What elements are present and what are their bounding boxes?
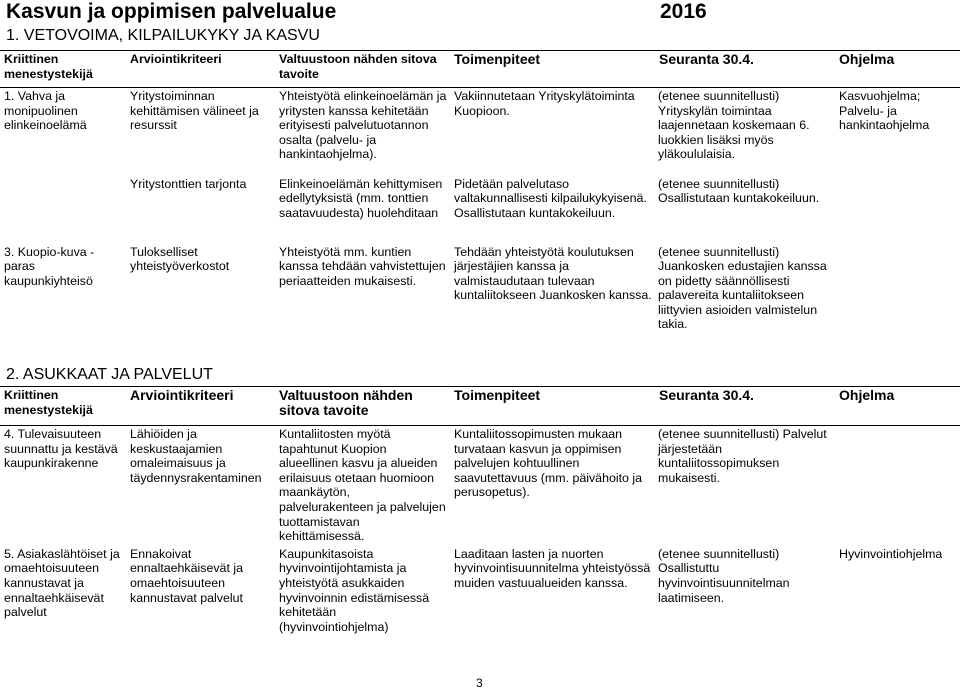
- header-actions: Toimenpiteet: [454, 387, 541, 403]
- header-actions: Toimenpiteet: [454, 51, 541, 67]
- cell-program: [835, 426, 960, 546]
- cell-program: [835, 176, 960, 244]
- cell-program: Kasvuohjelma; Palvelu- ja hankintaohjelma: [839, 89, 930, 133]
- cell-evaluation: Lähiöiden ja keskustaajamien omaleimaisuus ja täydennysrakentaminen: [130, 427, 262, 485]
- header-evaluation: Arviointikriteeri: [130, 387, 234, 403]
- cell-followup: [655, 244, 835, 344]
- cell-evaluation: Yritystonttien tarjonta: [130, 176, 247, 191]
- cell-followup: [655, 546, 835, 646]
- table-row: [0, 546, 960, 646]
- cell-criterion: [0, 176, 126, 244]
- cell-target: Kaupunkitasoista hyvinvointijohtamista ja yhteistyötä asukkaiden hyvinvoinnin edistämisessä kehitetään (hyvinvointiohjelma): [279, 546, 430, 634]
- document-title: Kasvun ja oppimisen palvelualue: [6, 0, 337, 23]
- cell-actions: Kuntaliitossopimusten mukaan turvataan kasvun ja oppimisen palvelujen kohtuullinen saavutettavuus (mm. päivähoito ja perusopetus).: [454, 427, 643, 500]
- cell-target: Kuntaliitosten myötä tapahtunut Kuopion alueellinen kasvu ja alueiden erilaisuus otetaan huomioon maankäytön, palvelurakenteen ja palvelujen tuottamistavan kehittämisessä.: [279, 427, 446, 544]
- cell-criterion: 4. Tulevaisuuteen suunnattu ja kestävä kaupunkirakenne: [4, 427, 118, 471]
- cell-criterion: 1. Vahva ja monipuolinen elinkeinoelämä: [4, 89, 87, 133]
- cell-evaluation: Tulokselliset yhteistyöverkostot: [130, 244, 230, 274]
- cell-target: Yhteistyötä elinkeinoelämän ja yritysten kanssa kehitetään erityisesti palvelutuotannon osalta (palvelu- ja hankintaohjelma).: [279, 89, 447, 162]
- table-header-row: [0, 387, 960, 426]
- header-followup: Seuranta 30.4.: [659, 387, 754, 403]
- followup-text: (etenee suunnitellusti) Palvelut järjestetään kuntaliitossopimuksen mukaisesti.: [658, 427, 827, 485]
- header-program: Ohjelma: [839, 387, 895, 403]
- cell-followup: [655, 88, 835, 176]
- page-number: 3: [476, 676, 483, 690]
- cell-evaluation: Yritystoiminnan kehittämisen välineet ja resurssit: [130, 89, 259, 133]
- followup-text: (etenee suunnitellusti) Osallistutaan kuntakokeiluun.: [658, 176, 820, 206]
- followup-text: (etenee suunnitellusti) Osallistuttu hyvinvointisuunnitelman laatimiseen.: [658, 546, 790, 605]
- header-criterion: Kriittinen menestystekijä: [4, 52, 93, 81]
- cell-actions: Pidetään palvelutaso valtakunnallisesti kilpailukykyisenä. Osallistutaan kuntakokeiluun.: [454, 176, 647, 220]
- header-evaluation: Arviointikriteeri: [130, 52, 222, 66]
- header-program: Ohjelma: [839, 51, 895, 67]
- header-followup: Seuranta 30.4.: [659, 51, 754, 67]
- cell-criterion: 3. Kuopio-kuva - paras kaupunkiyhteisö: [4, 244, 95, 288]
- cell-target: Elinkeinoelämän kehittymisen edellytyksistä (mm. tonttien saatavuudesta) huolehditaan: [279, 176, 443, 220]
- section2-table: [0, 386, 960, 646]
- header-target: Valtuustoon nähden sitova tavoite: [279, 52, 437, 81]
- cell-program: [835, 244, 960, 344]
- table-row: [0, 88, 960, 176]
- cell-evaluation: Ennakoivat ennaltaehkäisevät ja omaehtoisuuteen kannustavat palvelut: [130, 546, 243, 605]
- cell-actions: Vakiinnutetaan Yrityskylätoiminta Kuopioon.: [454, 89, 635, 118]
- cell-followup: [655, 426, 835, 546]
- table-row: [0, 176, 960, 244]
- cell-program: Hyvinvointiohjelma: [839, 546, 943, 561]
- section1-table: [0, 50, 960, 344]
- cell-actions: Laaditaan lasten ja nuorten hyvinvointisuunnitelma yhteistyössä muiden vastuualueiden kanssa.: [454, 546, 651, 590]
- header-target: Valtuustoon nähden sitova tavoite: [279, 387, 413, 418]
- table-row: [0, 244, 960, 344]
- cell-actions: Tehdään yhteistyötä koulutuksen järjestäjien kanssa ja valmistaudutaan tulevaan kuntaliitokseen Juankosken kanssa.: [454, 244, 652, 303]
- followup-text: (etenee suunnitellusti) Yrityskylän toimintaa laajennetaan koskemaan 6. luokkien lisäksi myös yläkoululaisia.: [658, 89, 810, 162]
- section1-heading: 1. VETOVOIMA, KILPAILUKYKY JA KASVU: [6, 27, 320, 44]
- cell-target: Yhteistyötä mm. kuntien kanssa tehdään vahvistettujen periaatteiden mukaisesti.: [279, 244, 446, 288]
- cell-criterion: 5. Asiakaslähtöiset ja omaehtoisuuteen kannustavat ja ennaltaehkäisevät palvelut: [4, 546, 120, 620]
- header-criterion: Kriittinen menestystekijä: [4, 388, 93, 417]
- cell-followup: [655, 176, 835, 244]
- followup-text: (etenee suunnitellusti) Juankosken edustajien kanssa on pidetty säännöllisesti palavereita kuntaliitokseen liittyvien asioiden valmistelun takia.: [658, 244, 827, 332]
- document-year: 2016: [660, 0, 707, 23]
- section2-heading: 2. ASUKKAAT JA PALVELUT: [6, 366, 213, 383]
- table-row: [0, 426, 960, 546]
- table-header-row: [0, 51, 960, 88]
